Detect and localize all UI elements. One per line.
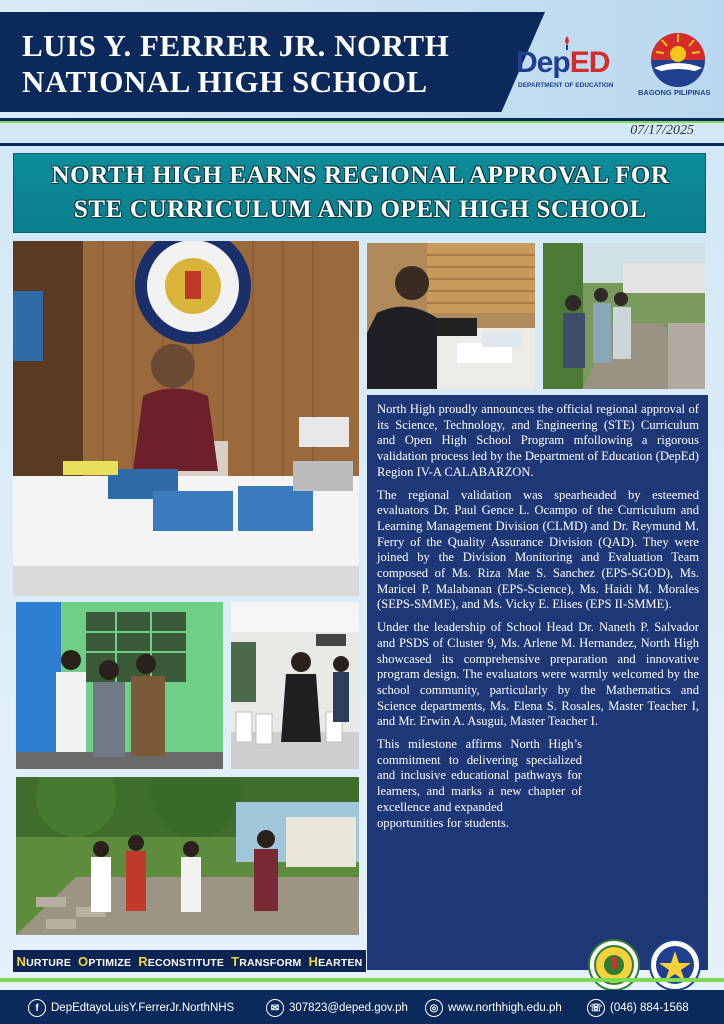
website-text: www.northhigh.edu.ph xyxy=(448,1002,562,1014)
school-seal-icon xyxy=(588,939,640,991)
footer-contact-bar xyxy=(0,990,724,1024)
photo-classroom-visit xyxy=(231,602,359,769)
deped-subtitle: DEPARTMENT OF EDUCATION xyxy=(518,82,614,89)
school-name-line2: NATIONAL HIGH SCHOOL xyxy=(22,64,428,99)
headline-box xyxy=(13,153,706,233)
deped-logo xyxy=(516,46,628,90)
globe-icon: ◎ xyxy=(425,999,443,1017)
photo-garden-tour xyxy=(16,777,359,935)
division-seal-icon xyxy=(649,939,701,991)
header xyxy=(0,0,724,118)
photo-evaluator-at-desk xyxy=(13,241,359,596)
value-nurture: NURTURE xyxy=(16,953,72,969)
phone-icon: ☏ xyxy=(587,999,605,1017)
article-paragraph-1: North High proudly announces the official regional approval of its Science, Technology, and Engineering (STE) Curriculum and Open High School Program mfollowing a rigorous validation process led by the Department of Education (DepEd) Region IV-A CALABARZON. xyxy=(377,402,699,479)
photo-group-of-teachers xyxy=(16,602,223,769)
photo-document-review xyxy=(367,243,535,389)
value-transform: TRANSFORM xyxy=(231,953,302,969)
phone-text: (046) 884-1568 xyxy=(610,1002,689,1014)
article-paragraph-2: The regional validation was spearheaded by esteemed evaluators Dr. Paul Gence L. Ocampo of the Curriculum and Learning Management Division (CLMD) and Dr. Reymund M. Ferry of the Quality Assurance Division (QAD). They were joined by the Division Monitoring and Evaluation Team composed of Ms. Riza Mae S. Sanchez (EPS-SGOD), Ms. Maricel P. Malabanan (EPS-Science), Ms. Haidi M. Morales (SEPS-SMME), and Ms. Vicky E. Elises (EPS II-SMME). xyxy=(377,487,699,612)
email-text: 307823@deped.gov.ph xyxy=(289,1002,408,1014)
email-icon: ✉ xyxy=(266,999,284,1017)
footer-accent-line xyxy=(0,978,724,982)
article-paragraph-4 xyxy=(377,737,582,831)
core-values-bar xyxy=(13,950,366,972)
article-paragraph-4-end: opportunities for students. xyxy=(377,815,509,830)
bagong-pilipinas-text: BAGONG PILIPINAS xyxy=(638,88,711,97)
facebook-link[interactable] xyxy=(28,999,234,1017)
website-link[interactable] xyxy=(425,999,562,1017)
value-optimize: OPTIMIZE xyxy=(78,953,132,969)
facebook-icon: f xyxy=(28,999,46,1017)
deped-wordmark: DepED xyxy=(516,46,610,79)
phone-link[interactable] xyxy=(587,999,689,1017)
article-paragraph-4-text: This milestone affirms North High’s commitment to delivering specialized and inclusive educational pathways for learners, and marks a new chapter of excellence and expanded xyxy=(377,737,582,814)
article-paragraph-3: Under the leadership of School Head Dr. Naneth P. Salvador and PSDS of Cluster 9, Ms. Arlene M. Hernandez, North High showcased its comprehensive preparation and innovative program design. The evaluators were warmly welcomed by the school community, particularly by the Mathematics and Science departments, Ms. Elena S. Rosales, Master Teacher I, and Mr. Erwin A. Asugui, Master Teacher I. xyxy=(377,620,699,729)
email-link[interactable] xyxy=(266,999,408,1017)
facebook-text: DepEdtayoLuisY.FerrerJr.NorthNHS xyxy=(51,1002,235,1014)
headline-line1: NORTH HIGH EARNS REGIONAL APPROVAL FOR xyxy=(51,162,670,189)
headline-line2: STE CURRICULUM AND OPEN HIGH SCHOOL xyxy=(73,196,648,223)
photo-campus-walk xyxy=(543,243,705,389)
publish-date: 07/17/2025 xyxy=(630,123,694,138)
header-accent-line xyxy=(0,121,724,123)
value-reconstitute: RECONSTITUTE xyxy=(138,953,225,969)
article-body xyxy=(367,395,708,970)
bagong-pilipinas-logo xyxy=(646,28,710,92)
school-name-line1: LUIS Y. FERRER JR. NORTH xyxy=(22,28,450,63)
value-hearten: HEARTEN xyxy=(308,953,363,969)
date-divider xyxy=(0,143,724,146)
